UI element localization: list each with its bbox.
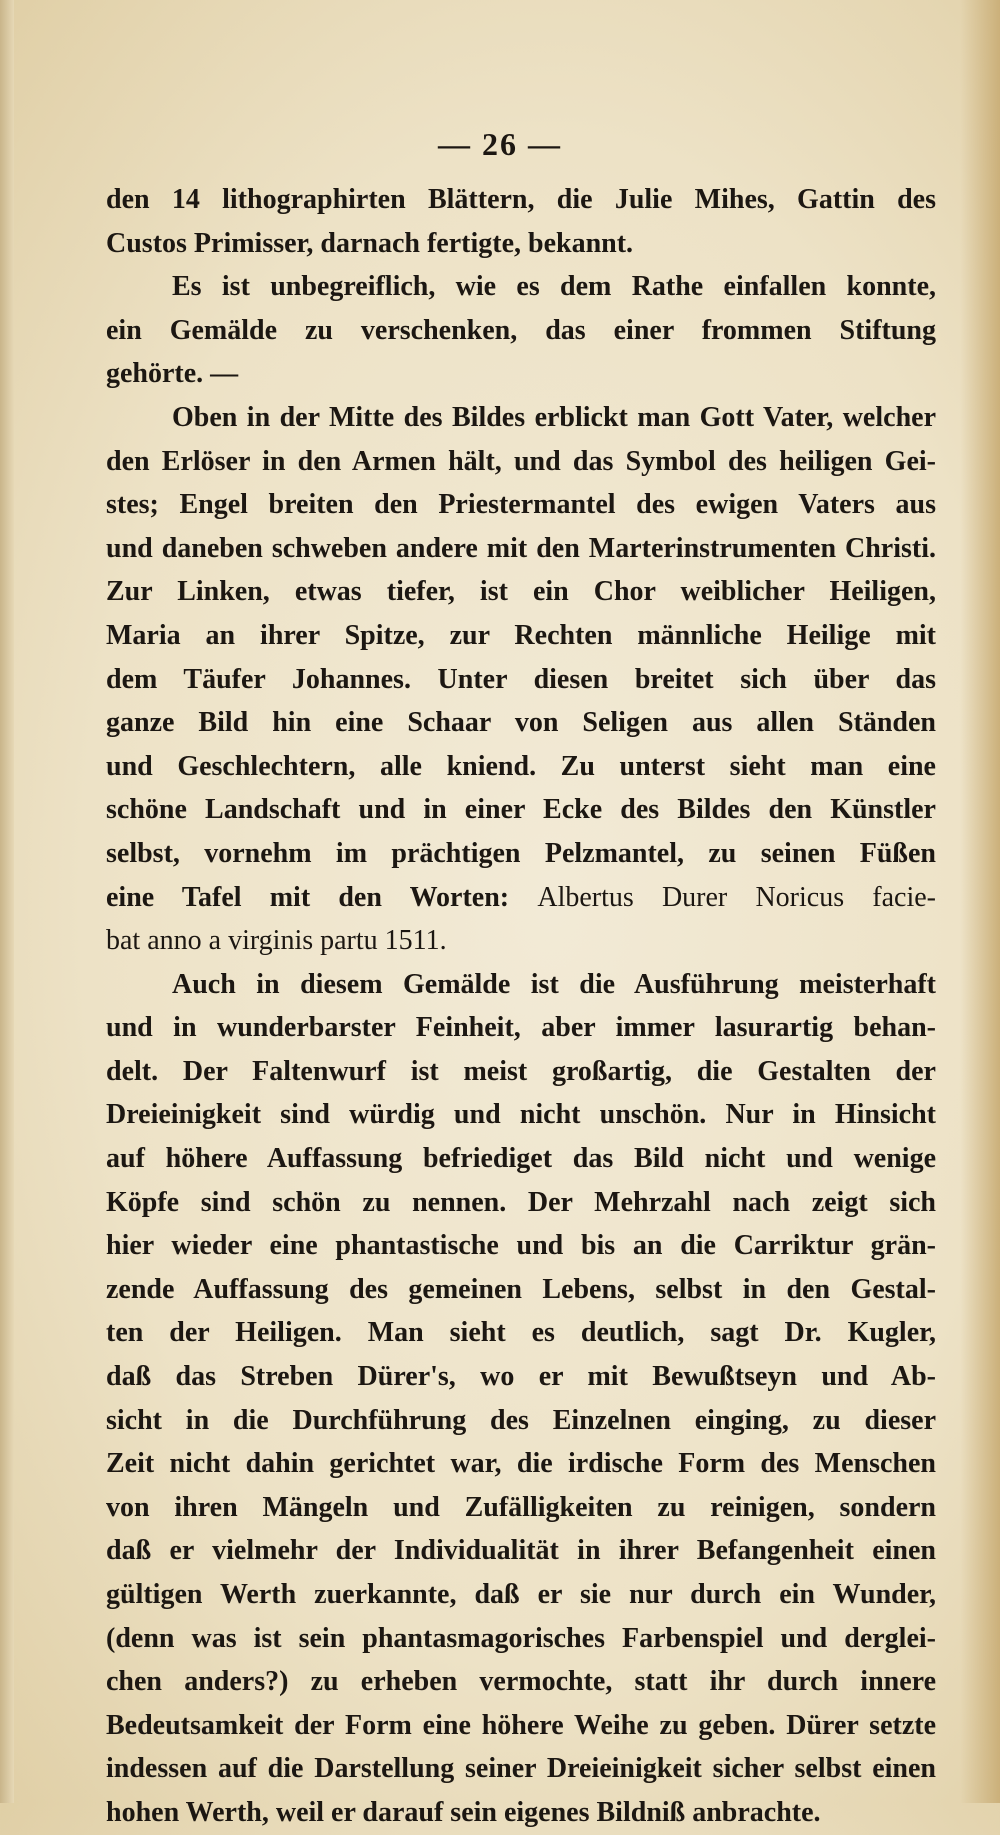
line-text: auf höhere Auffassung befriediget das Bild nicht und wenige: [106, 1143, 936, 1175]
line-text: gehörte. —: [106, 358, 239, 390]
line-text: von ihren Mängeln und Zufälligkeiten zu reinigen, sondern: [106, 1491, 936, 1523]
line-text: Maria an ihrer Spitze, zur Rechten männliche Heilige mit: [106, 619, 936, 651]
line-text: (denn was ist sein phantasmagorisches Farbenspiel und derglei-: [106, 1622, 936, 1654]
text-line: [106, 1747, 936, 1791]
text-line: [106, 919, 936, 963]
text-line: [106, 701, 936, 745]
text-line: [106, 178, 936, 222]
text-line: [106, 1355, 936, 1399]
line-text: Köpfe sind schön zu nennen. Der Mehrzahl nach zeigt sich: [106, 1186, 936, 1218]
latin-inscription-text: Albertus Durer Noricus facie-: [537, 881, 937, 913]
text-line: [106, 1181, 936, 1225]
line-text: dem Täufer Johannes. Unter diesen breitet sich über das: [106, 663, 936, 695]
text-line: [106, 1442, 936, 1486]
line-text: selbst, vornehm im prächtigen Pelzmantel, zu seinen Füßen: [106, 837, 936, 869]
line-text: indessen auf die Darstellung seiner Dreieinigkeit sicher selbst einen: [106, 1753, 936, 1785]
line-text: hier wieder eine phantastische und bis an die Carriktur grän-: [106, 1230, 936, 1262]
text-line: [106, 352, 936, 396]
line-text: Auch in diesem Gemälde ist die Ausführung meisterhaft: [172, 968, 936, 1000]
line-text: den Erlöser in den Armen hält, und das Symbol des heiligen Gei-: [106, 445, 936, 477]
line-text: eine Tafel mit den Worten:: [106, 881, 510, 913]
line-text: Dreieinigkeit sind würdig und nicht unschön. Nur in Hinsicht: [106, 1099, 936, 1131]
line-text: sicht in die Durchführung des Einzelnen einging, zu dieser: [106, 1404, 936, 1436]
text-line: [106, 1791, 936, 1835]
page-edge-right: [960, 0, 1000, 1803]
text-line: [106, 1399, 936, 1443]
text-line: [106, 483, 936, 527]
text-line: [106, 396, 936, 440]
line-text: schöne Landschaft und in einer Ecke des Bildes den Künstler: [106, 794, 936, 826]
text-line: [106, 832, 936, 876]
text-line: [106, 1573, 936, 1617]
text-line: [106, 1268, 936, 1312]
line-text: gültigen Werth zuerkannte, daß er sie nur durch ein Wunder,: [106, 1579, 936, 1610]
text-line: [106, 440, 936, 484]
text-line: [106, 222, 936, 266]
text-line: [106, 614, 936, 658]
line-text: daß das Streben Dürer's, wo er mit Bewußtseyn und Ab-: [106, 1361, 936, 1393]
line-text: und Geschlechtern, alle kniend. Zu unterst sieht man eine: [106, 750, 936, 782]
line-text: daß er vielmehr der Individualität in ihrer Befangenheit einen: [106, 1535, 936, 1567]
text-line: [106, 1050, 936, 1094]
text-line: [106, 963, 936, 1007]
latin-inscription-text: bat anno a virginis partu 1511.: [106, 925, 447, 957]
line-text: ganze Bild hin eine Schaar von Seligen aus allen Ständen: [106, 707, 936, 739]
text-line: [106, 570, 936, 614]
line-text: den 14 lithographirten Blättern, die Julie Mihes, Gattin des: [106, 184, 936, 215]
line-text: Bedeutsamkeit der Form eine höhere Weihe zu geben. Dürer setzte: [106, 1709, 936, 1741]
text-line: [106, 1660, 936, 1704]
text-line: [106, 1093, 936, 1137]
text-line: [106, 1137, 936, 1181]
line-text: stes; Engel breiten den Priestermantel des ewigen Vaters aus: [106, 489, 936, 521]
line-text: Zeit nicht dahin gerichtet war, die irdische Form des Menschen: [106, 1448, 936, 1480]
line-text: Custos Primisser, darnach fertigte, bekannt.: [106, 227, 634, 259]
text-line: [106, 745, 936, 789]
line-text: chen anders?) zu erheben vermochte, statt ihr durch innere: [106, 1666, 936, 1698]
text-line: [106, 658, 936, 702]
text-line: [106, 1311, 936, 1355]
text-line: [106, 265, 936, 309]
line-text: Zur Linken, etwas tiefer, ist ein Chor weiblicher Heiligen,: [106, 576, 936, 608]
line-text: Es ist unbegreiflich, wie es dem Rathe einfallen konnte,: [172, 271, 936, 303]
text-line: [106, 1704, 936, 1748]
page-number: — 26 —: [438, 126, 562, 162]
line-text: und daneben schweben andere mit den Marterinstrumenten Christi.: [106, 532, 936, 564]
line-text: ten der Heiligen. Man sieht es deutlich, sagt Dr. Kugler,: [106, 1317, 936, 1349]
line-text: delt. Der Faltenwurf ist meist großartig, die Gestalten der: [106, 1055, 936, 1087]
line-text: zende Auffassung des gemeinen Lebens, selbst in den Gestal-: [106, 1273, 936, 1305]
text-line: [106, 1529, 936, 1573]
text-line: [106, 788, 936, 832]
line-text: Oben in der Mitte des Bildes erblickt man Gott Vater, welcher: [172, 401, 936, 433]
line-text: ein Gemälde zu verschenken, das einer frommen Stiftung: [106, 314, 936, 346]
text-line: [106, 1486, 936, 1530]
text-line: [106, 1617, 936, 1661]
line-text: hohen Werth, weil er darauf sein eigenes Bildniß anbrachte.: [106, 1796, 821, 1828]
body-text: [106, 178, 936, 1835]
text-line: [106, 1224, 936, 1268]
text-line: [106, 876, 936, 920]
text-line: [106, 309, 936, 353]
text-line: [106, 527, 936, 571]
line-text: und in wunderbarster Feinheit, aber immer lasurartig behan-: [106, 1012, 936, 1044]
text-line: [106, 1006, 936, 1050]
page-edge-left: [0, 0, 14, 1803]
